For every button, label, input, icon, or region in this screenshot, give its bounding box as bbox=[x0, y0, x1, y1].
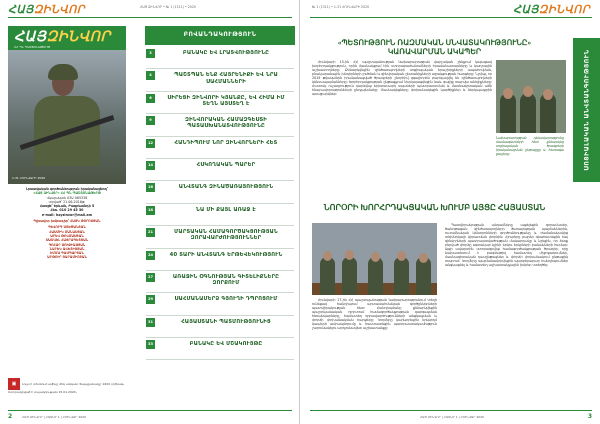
toc-item[interactable] bbox=[146, 293, 294, 315]
page-number-right: 3 bbox=[587, 413, 592, 420]
toc-title: ԱՌԱՋԻՆ ՕԳՆՈՒԹՅԱՆ ԳԻՏԵԼԻՔՆԵՐԸ ԶՈՐՔՈՒՄ bbox=[172, 273, 280, 287]
staff-name: ՀԱՍՄԻԿ ՄԱՆԱՍՅԱՆ bbox=[49, 229, 85, 234]
person-figure bbox=[368, 257, 383, 295]
toc-title: 40 ՏԱՐԻ ԱՆՎՏԱՆԳ ԵՐԹԵՎԵԿՈՒԹՅՈՒՆ bbox=[169, 251, 283, 258]
toc-item[interactable] bbox=[146, 69, 294, 91]
toc-item[interactable] bbox=[146, 92, 294, 114]
info-line: տրված՝ 21.06.2016թ. bbox=[48, 199, 86, 204]
person-head bbox=[523, 86, 533, 97]
person-figure bbox=[342, 257, 357, 295]
toc-item[interactable] bbox=[146, 338, 294, 360]
toc-title: ԲԱՆԱԿԸ ԵՎ ՄՇԱԿՈՒՅԹԸ bbox=[189, 341, 263, 348]
person-figure bbox=[320, 257, 335, 295]
staff-name: ԳՈՀԱՐ ՍՈՒՔԻԱՍՅԱՆ bbox=[48, 242, 86, 247]
info-line: Լրատվական գործունեություն իրականացնող՝ bbox=[26, 187, 108, 191]
article-2-text-a: Հունվարի 17-ին ՀՀ պաշտպանության նախարարությունում տեղի ունեցավ հանդիպում արտասահմանյան գործընկերների պատվիրակության հետ։ Հանդիպմանը քննարկվեցին պաշտպանական ոլորտում համագործակցության զարգացման հեռանկարները, համատեղ զորավարժությունների անցկացման և փորձի փոխանակման հարցերը։ Կողմերը կարևորեցին երկկողմ կապերի ամրապնդումը և հաստատեցին պատրաստակամություն շարունակելու արդյունավետ աշխատանքը։ bbox=[312, 298, 437, 331]
toc-page-number: 29 bbox=[146, 295, 155, 304]
info-line: «ՀԱՅ ԶԻՆՎՈՐ» ՀՀ ՊՆ ՊԱՇՏՈՆԱԹԵՐԹ bbox=[33, 191, 101, 196]
staff-list bbox=[8, 225, 126, 259]
staff-name: ՆԱՐԵԿ ԱՎԵՏԻՍՅԱՆ bbox=[49, 246, 85, 251]
person-head bbox=[371, 252, 380, 262]
article-1-photo bbox=[496, 60, 566, 133]
staff-name: ԱՐԹՈՒՐ ՅԱՐԱՄԻՇՅԱՆ bbox=[47, 255, 87, 260]
toc-title: ԲԱՆԱԿԸ ԵՎ ԼՐԱՏՎՈՒԹՅՈՒՆԸ bbox=[182, 50, 270, 56]
toc-title: ՀՍԿՈՂԱԿԱՆ ՊԱՐԵՐ bbox=[196, 161, 256, 168]
info-line: Հասցե՝ Երևան, Բագրևանդի 5 bbox=[39, 204, 95, 209]
person-figure bbox=[520, 93, 536, 133]
right-footnote: ՀԱՅ ԶԻՆՎՈՐ | ՀԱՄԱՐ 1 | ՀՈՒՆՎԱՐ 2020 bbox=[420, 415, 484, 419]
left-header-rule bbox=[8, 17, 292, 18]
info-line: Վկայական 03Ա 065338 bbox=[46, 195, 88, 200]
toc-title: ՍԱՀՄԱՆԱՄԵՐՁ ԳՅՈՒՂԻ ԴՊՐՈՑՈՒՄ bbox=[174, 296, 278, 303]
article-1-text: Հունվարի 15-ին ՀՀ պաշտպանության նախարարության վարչական շենքում կայացավ խորհրդակցություն, որին մասնակցում էին ստորաբաժանումների հրամանատարները և կադրային աշխատողները։ Քննարկվեցին զինծառայողների սոցիալական երաշխիքների ապահովման, բնակարանային խնդիրների լուծման և զինվորական ընտանիքների աջակցության հարցերը։ Նշվեց, որ 2019 թվականին իրականացված ծրագրերի շնորհիվ զգալիորեն բարելավվել են զինծառայողների կենսապայմանները։ Խորհրդակցության ընթացքում ներկայացվեցին նաև գալիք տարվա անելիքները։ Հատուկ ուշադրություն դարձվեց երիտասարդ սպաների պատրաստման և մասնագիտական աճի հնարավորությունների ընդլայնմանը։ Մասնակիցները փոխանակեցին կարծիքներ և ներկայացրին առաջարկներ։ bbox=[312, 60, 492, 97]
person-head bbox=[323, 251, 332, 261]
left-footer-rule bbox=[8, 410, 292, 411]
toc-page-number: 24 bbox=[146, 251, 155, 260]
toc-title: ՀԱՆԴԻՊՈՒՄ ՆՈՐ ԶԻՆՎՈՐՆԵՐԻ ՀԵՏ bbox=[174, 139, 278, 146]
toc-item[interactable] bbox=[146, 316, 294, 338]
toc-page-number: 27 bbox=[146, 273, 155, 282]
cover-image bbox=[8, 26, 126, 184]
toc-title: ՆԱ ՄԻ ՔԱՅԼ ԱՌԱՋ Է bbox=[196, 206, 256, 213]
circulation-icon: ▣ bbox=[8, 378, 20, 390]
publisher-info bbox=[8, 187, 126, 262]
right-issue-line: № 1 (1311) • 1-31 ՀՈՒՆՎԱՐԻ 2020 bbox=[312, 5, 370, 9]
toc-page-number: 14 bbox=[146, 161, 155, 170]
toc-item[interactable] bbox=[146, 159, 294, 181]
toc-title: ՀԱՅԱՍՏԱՆԻ ՊԱՏՄՈՒԹՅՈՒՆԻՑ bbox=[181, 318, 271, 325]
right-footer-rule bbox=[310, 410, 592, 411]
headline-1: «ՊԵՏՈՒԹՅՈՒՆ ՌԱԶՄԱԿԱՆ ՍՆՎԱՏԱԿՈՒԹՅՈՒՆԸ» ԿԱՌԱՎԱՐՄԱՆ ԱԿԱՊԵՐ bbox=[337, 38, 532, 56]
toc-page-number: 3 bbox=[146, 49, 155, 58]
toc-page-number: 33 bbox=[146, 340, 155, 349]
article-1-column bbox=[312, 60, 492, 200]
toc-item[interactable] bbox=[146, 47, 294, 69]
toc-item[interactable] bbox=[146, 204, 294, 226]
article-2-column-b bbox=[445, 223, 568, 406]
article-2-text-b: Պատվիրակության անդամները այցելեցին զորամասեր, ծանոթացան զինծառայողների ծառայության պայմաններին, ուսումնական կենտրոնների գործունեությանը և ժամանակակից տեխնիկայի կիրառման փորձին։ Հյուրերը բարձր գնահատեցին հայ զինվորների պատրաստվածության մակարդակը և նշեցին, որ ձեռք բերված փորձը օգտակար կլինի երկու երկրների բանակների համար։ Այցի ավարտին ստորագրվեց համագործակցության ծրագիր, որը նախատեսում է բազմաթիվ համատեղ միջոցառումներ, մասնագիտական դասընթացներ և փորձի փոխանակում ընթացիկ տարում։ Կողմերը պայմանավորվեցին պարբերաբար հանդիպումներ անցկացնել և համատեղ աշխատանքային խմբեր ստեղծել։ bbox=[445, 223, 568, 268]
toc-page-number: 12 bbox=[146, 139, 155, 148]
staff-name: ՍԱՄՎԵԼ ՀԱՅՐԱՊԵՏՅԱՆ bbox=[45, 238, 89, 243]
toc-item[interactable] bbox=[146, 249, 294, 271]
toc-page-number: 18 bbox=[146, 206, 155, 215]
staff-name: ԱՐԵՎ ԹՈՎՄԱՍՅԱՆ bbox=[50, 233, 84, 238]
article-2-column-a bbox=[312, 298, 437, 406]
cover-date: 1-31 ՀՈՒՆՎԱՐԻ 2020 bbox=[12, 176, 46, 180]
toc-page-number: 31 bbox=[146, 318, 155, 327]
toc-page-number: 6 bbox=[146, 94, 155, 103]
person-figure bbox=[394, 257, 409, 295]
toc-item[interactable] bbox=[146, 271, 294, 293]
article-2-photo bbox=[312, 223, 437, 295]
left-footnote: ՀԱՅ ԶԻՆՎՈՐ | ՀԱՄԱՐ 1 | ՀՈՒՆՎԱՐ 2020 bbox=[22, 415, 86, 419]
toc-title: ԶԻՆՎՈՐԱԿԱՆ ՀԱՄԱԶԳԵՍՏԻ ՊԱՏԱՍԽԱՆԱՏՎՈՒԹՅՈՒՆԸ bbox=[185, 117, 267, 130]
toc-title: ՍԻՐԵՑԻ ԶԻՆՎՈՐԻ ԿՅԱՆՔԸ, ԵՎ ՀԻՄԱ ԻՄ ՏԵՂՆ ԱՅՍՏԵՂ Է bbox=[167, 94, 285, 108]
publication-footer: ▣ Լույս է տեսնում ամիսը մեկ անգամ։ Տպաքանակը՝ 1000 օրինակ։ Ստորագրված է տպագրության 15.01.2020։ bbox=[8, 378, 126, 394]
person-head bbox=[345, 250, 354, 260]
headline-2: ՆՈՐՕՐԻ ԽՈՐՀՐԴԱԿՑԱԿԱՆ ԽՈՒՄԲ ԱՅՑԸ ՀԱՅԱՍՏԱՆ bbox=[323, 203, 546, 212]
toc-page-number: 9 bbox=[146, 116, 155, 125]
person-head bbox=[397, 251, 406, 261]
toc-page-number: 16 bbox=[146, 183, 155, 192]
left-header-logo: ՀԱՅԶԻՆՎՈՐ bbox=[8, 4, 85, 16]
toc-title: ՊԱՇՏՊԱՆ ԵՆՔ ՀԱՅՐԵՆԻՔԻ ԵՎ ՆՐԱ ՍԱՀՄԱՆՆԵՐԻ bbox=[174, 72, 278, 85]
toc-header: ԲՈՎԱՆԴԱԿՈՒԹՅՈՒՆ bbox=[145, 26, 295, 45]
left-issue-line: ՀԱՅ ԶԻՆՎՈՐ • № 1 (1311) • 2020 bbox=[140, 5, 196, 9]
staff-name: ԷՄՄԱ ԳԱՍՊԱՐՅԱՆ bbox=[50, 251, 84, 256]
toc-page-number: 4 bbox=[146, 71, 155, 80]
toc-item[interactable] bbox=[146, 226, 294, 248]
cover-subtitle: ՀՀ ՊՆ ՊԱՇՏՈՆԱԹԵՐԹ bbox=[14, 45, 50, 49]
page-number-left: 2 bbox=[8, 413, 13, 420]
toc-item[interactable] bbox=[146, 137, 294, 159]
soldier-helmet bbox=[48, 64, 78, 80]
info-line: e-mail: hayzinvor@mail.am bbox=[41, 212, 93, 217]
toc-title: ՄԱՐՏԱԿԱՆ ՀԱՄԱԳՈՐԾԱԿՑՈՒԹՅԱՆ ԶՈՐԱՎԱՐԺՈՒԹՅՈՒՆՆԵՐ bbox=[174, 229, 278, 242]
info-line: Հեռ. 010 29 45 30 bbox=[50, 208, 84, 213]
toc-title: ԱՆՎՏԱՆԳ ԶԻՆԱԾԱՌԱՅՈՒԹՅՈՒՆ bbox=[178, 184, 274, 191]
person-figure bbox=[500, 93, 516, 133]
right-header-rule bbox=[310, 17, 592, 18]
right-header-logo: ՀԱՅԶԻՆՎՈՐ bbox=[513, 4, 590, 16]
editor-note: Գլխավոր խմբագիր՝ ՀԱՅԿ ԹՈՐՈՍՅԱՆ bbox=[33, 219, 101, 224]
person-head bbox=[503, 88, 513, 99]
toc-item[interactable] bbox=[146, 181, 294, 203]
person-head bbox=[543, 89, 553, 100]
article-1-caption: Նախարարության ղեկավարությունը մասնագետների հետ քննարկեց սոցիալական ծրագրերի իրականացման ընթացքը և հետագա քայլերը։ bbox=[496, 136, 564, 156]
toc-item[interactable] bbox=[146, 114, 294, 136]
toc-page-number: 21 bbox=[146, 228, 155, 237]
person-head bbox=[419, 253, 428, 263]
table-of-contents bbox=[146, 47, 294, 360]
right-page bbox=[300, 0, 600, 424]
staff-name: ԳԵՎՈՐԳ ՍՏԵՓԱՆՅԱՆ bbox=[48, 225, 86, 230]
section-rubric: ՍՈՑԻԱԼԱԿԱՆ ԱՆՎՏԱՆԳՈՒԹՅՈՒՆ bbox=[573, 38, 600, 182]
cover-logo: ՀԱՅԶԻՆՎՈՐ bbox=[14, 30, 111, 45]
